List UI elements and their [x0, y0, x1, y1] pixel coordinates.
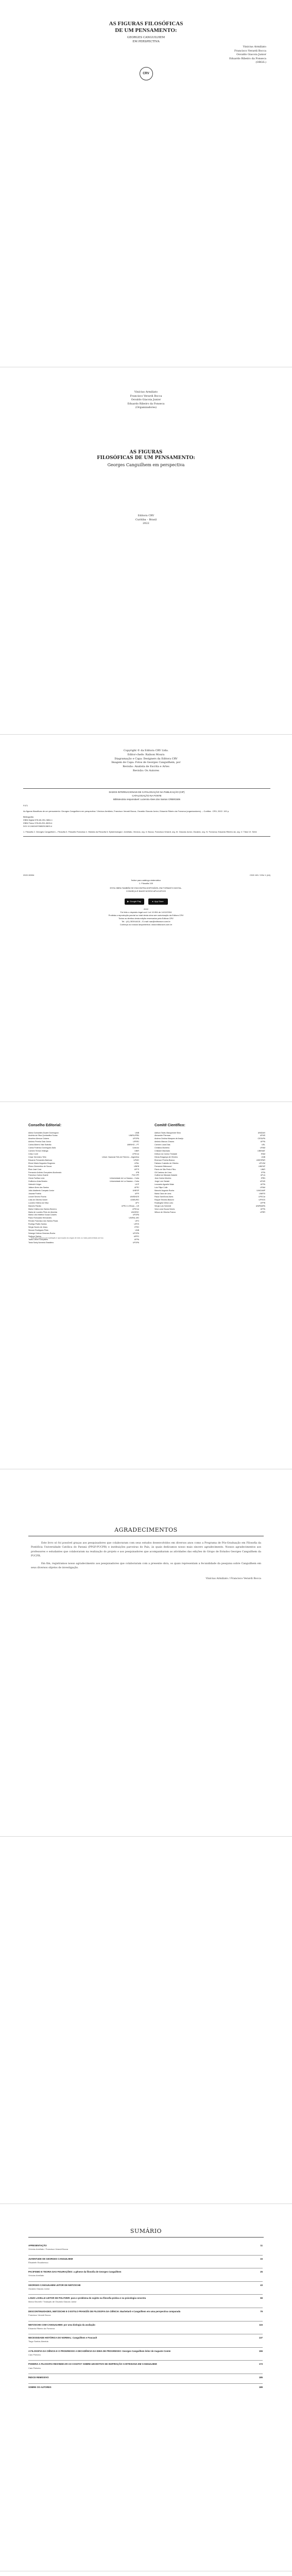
member-institution: UNB	[261, 1156, 265, 1158]
member-name: Carlos Alberto Vilar Estêvão	[28, 1144, 51, 1146]
toc-title: PACIFISMO E TEORIA DAS FIGURAÇÕES: a gênese da filosofia de Georges Canguilhem	[28, 2270, 122, 2274]
member-name: Antônio Marcos Chaves	[154, 1141, 175, 1143]
member-name: Christina Monteiro	[154, 1147, 170, 1149]
toc-author: Tiago Santos Almeida	[28, 2340, 48, 2343]
member-name: Maria de Lourdes Pinto de Almeida	[28, 1211, 57, 1213]
member-name: Gil Cardoso de Lima	[154, 1171, 171, 1174]
member-name: Carmen Lúcia Dias	[154, 1144, 170, 1146]
member-institution: UFAM	[260, 1147, 265, 1149]
member-name: Élsio José Corá	[28, 1168, 42, 1171]
member-institution: UFPI	[134, 1192, 139, 1195]
member-institution: UFAL	[134, 1162, 139, 1164]
member-institution: UNIR	[134, 1150, 139, 1153]
catalog-codes: 2022-30934 CDD 100 / CDU 1 (44)	[23, 874, 270, 876]
member-name: Leonel Severo Rocha	[28, 1195, 46, 1198]
member-institution: UFSCar	[132, 1208, 139, 1210]
toc-page-number: 11	[260, 2244, 263, 2247]
toc-item[interactable]	[28, 2281, 263, 2291]
member-institution: UFPA	[260, 1183, 265, 1186]
member-name: Elione Maria Nogueira Diogenes	[28, 1162, 55, 1164]
member-institution: UFLA	[260, 1174, 265, 1177]
member-name: Deilson do Carmo Trindade	[154, 1153, 177, 1155]
app-store-badges	[0, 899, 292, 905]
member-name: Sydione Santos	[28, 1235, 42, 1238]
copyright-credits: Copyright © da Editora CRV Ltda. Editor-chefe: Railson Moura Diagramação e Capa: Designers da Editora CRV Imagem de Capa: Fotos de Georges Canguilhem, por Revisão: Analista de Escrita e Artes Revisão: Os Autores	[111, 749, 181, 772]
member-name: Eduardo Fernandes Barbosa	[28, 1159, 53, 1161]
title-authors: Vinícius Armiliato Francisco Verardi Bocca Osvaldo Giacoia Junior Eduardo Ribeiro da Fonseca (Organizadores)	[127, 391, 165, 409]
member-institution: UFRJ	[134, 1187, 139, 1189]
catalog-index: Índice para catálogo sistemático 1. Filosofia 100	[131, 879, 161, 885]
toc-title: JUVENTUDE DE GEORGES CANGUILHEM	[28, 2257, 73, 2260]
member-name: Émerson Pereira Branco	[154, 1159, 175, 1161]
member-name: Leonardo Agostini Maia	[154, 1183, 174, 1186]
apresentacao-page	[0, 2571, 292, 2576]
member-institution: UNIR/UFRN	[129, 1134, 139, 1137]
member-institution: Universidade de La Havana – Cuba	[110, 1177, 139, 1180]
member-name: Marcelo Paixão	[28, 1205, 41, 1207]
member-name: Guilherme Miranda Galante	[154, 1174, 178, 1177]
member-name: Maria Cristina dos Santos Bezerra	[28, 1208, 57, 1210]
member-institution: UNOESC	[131, 1211, 139, 1213]
member-institution: UNEMAT	[257, 1150, 265, 1153]
member-institution: UFPA	[260, 1208, 265, 1210]
agradecimentos-body: Este livro só foi possível graças aos pesquisadores que colaboraram com seus estudos desenvolvidos em diversos anos como a Programa de Pós-Graduação em Filosofia da Pontifícia Universidade Católica do Paraná (PPGF-PUCPR) e instituições parceiras do País, às quais dedicamos nosso mais sincero agradecimento. Nossos agradecimentos aos professores e estudantes que colaboraram na realização do projeto e aos pesquisadores que acompanharam as atividades das edições do Grupo de Estudos Georges Canguilhem da PUCPR. Em fim, registramos nosso agradecimento aos pesquisadores que colaboraram com a presente obra, os quais representam a fecundidade da pesquisa sobre Canguilhem em seus diversos objetos de investigação. Vinícius Armiliato / Francisco Verardi Bocca	[31, 1542, 261, 1581]
member-institution: UNESP	[132, 1190, 139, 1192]
member-name: Fernando Bittencourt	[154, 1165, 172, 1167]
member-name: Alexandre Pierezan	[154, 1134, 171, 1137]
member-name: Sérgio Nunes de Jesus	[28, 1226, 48, 1229]
toc-title: NIETZSCHE COM CANGUILHEM: por uma biologia da avaliação	[28, 2323, 95, 2326]
member-institution: UFPA	[260, 1141, 265, 1143]
member-name: Jorge Luiz Zaluski	[154, 1180, 169, 1183]
toc-title: SOBRE OS AUTORES	[28, 2386, 51, 2389]
member-institution: UNESPAR	[256, 1159, 265, 1161]
member-institution: UFPB	[260, 1201, 265, 1204]
cover-page	[0, 0, 292, 367]
member-institution: UNICAMP	[256, 1190, 265, 1192]
member-institution: UFPA	[134, 1238, 139, 1241]
toc-item[interactable]	[28, 2255, 263, 2264]
member-institution: UFOPA	[132, 1138, 139, 1140]
toc-title: NECESSIDADE HISTÓRICA DO NORMAL: Canguilhem e Foucault	[28, 2336, 97, 2340]
conselho-editorial: Conselho Editorial: Aldira Guimarães Duarte Domínguez UNB Andréia da Silva Quintanilha Sousa UNIR/UFRN Anselmo Alencar Colares UFOPA Antônio Pereira Gaio Júnior UFRRJ Carlos Alberto Vilar Estêvão UMINHO – PT Carlos Federico Dominguez Avila Unieuro Carmen Tereza Velanga UNIR Celso Conti UFSCar Cesar Gerónimo Tello Univer. Nacional Três de Febrero – Argentina Eduardo Fernandes Barbosa UFMG Elione Maria Nogueira Diogenes UFAL Elizeu Clementino de Souza UNEB Élsio José Corá UFFS Fernando Antônio Gonçalves Alcoforado IPB Francisco Carlos Duarte PUC-PR Gloria Fariñas León Universidade de La Havana – Cuba Guillermo Arias Beatón Universidade de La Havana – Cuba Helmuth Krüger UCP Jailson Alves dos Santos UFRJ João Adalberto Campato Junior UNESP Josania Portela UFPI Leonel Severo Rocha UNISINOS Lídia de Oliveira Xavier UNIEURO Lourdes Helena da Silva UFV Marcelo Paixão UFRJ e UTexas – US Maria Cristina dos Santos Bezerra UFSCar Maria de Lourdes Pinto de Almeida UNOESC Maria Lília Imbiriba Sousa Colares UFOPA Paulo Romualdo Hernandes UNIFAL-MG Renato Francisco dos Santos Paula UFG Rodrigo Pratte-Santos UFES Sérgio Nunes de Jesus IFRO Simone Rodrigues Pinto UNB Solange Helena Ximenes-Rocha UFOPA Sydione Santos UEPG Tadeu Oliver Gonçalves UFPA Tania Suely Azevedo Brasileiro UFOPA	[28, 1124, 139, 1244]
member-name: Paula Sant'Anna Alves	[154, 1195, 174, 1198]
member-institution: UFG	[135, 1220, 139, 1223]
member-institution: UNIR	[261, 1168, 265, 1171]
member-name: Wilson de Oliveira Franco	[154, 1211, 176, 1213]
member-institution: UEPG	[133, 1235, 139, 1238]
member-name: Rodrigo Pratte-Santos	[28, 1223, 47, 1226]
board-member	[154, 1211, 265, 1214]
member-institution: UNB	[135, 1131, 139, 1134]
toc-item[interactable]	[28, 2347, 263, 2357]
toc-item[interactable]	[28, 2374, 263, 2379]
toc-title: A FILOSOFIA DA CIÊNCIA E O PROGRESSO A DECADÊNCIA DA IDEIA DE PROGRESSO: Georges Canguilhem leitor de Auguste Comte	[28, 2349, 171, 2352]
toc-author: Vinícius Armiliato	[28, 2274, 44, 2277]
member-name: Antônio Pereira Gaio Júnior	[28, 1141, 51, 1143]
member-institution: UNIPAMPA	[255, 1205, 265, 1207]
member-institution: UNISINOS	[130, 1195, 139, 1198]
member-name: Guillermo Arias Beatón	[28, 1180, 47, 1183]
editorial-board-page	[0, 1102, 292, 1469]
member-name: Maria Lília Imbiriba Sousa Colares	[28, 1214, 57, 1216]
toc-page-number: 79	[260, 2310, 263, 2313]
toc-item[interactable]	[28, 2321, 263, 2330]
section-title: SUMÁRIO	[130, 2228, 162, 2234]
toc-author: Caio Pinheiro	[28, 2366, 41, 2369]
title-subtitle: Georges Canguilhem em perspectiva	[107, 463, 185, 467]
member-name: Marcelo Augusto Rocha	[154, 1190, 175, 1192]
member-institution: UNB	[135, 1229, 139, 1232]
member-name: João Adalberto Campato Junior	[28, 1190, 55, 1192]
member-name: Sérgio Luis Schmidt	[154, 1205, 171, 1207]
member-name: Dimas Bragança de Oliveira	[154, 1156, 178, 1158]
member-institution: UNIFEI	[259, 1192, 265, 1195]
member-name: Flávio de São Pedro Filho	[154, 1168, 176, 1171]
member-institution: UNEB	[134, 1165, 139, 1167]
blank-page	[0, 1837, 292, 2204]
member-institution: Univer. Nacional Três de Febrero – Argentina	[102, 1156, 139, 1158]
toc-item[interactable]	[28, 2308, 263, 2317]
app-store-badge[interactable]: ● App Store	[148, 899, 168, 905]
member-institution: UFRGS	[259, 1198, 265, 1201]
member-name: Vera Lúcia Souza Neves	[154, 1208, 175, 1210]
toc-title: PODERIA A FILOSOFIA REIVINDICAR AO COGITO? SOBRE UM MOTIVO DE INSPIRAÇÃO CARTESIANA EM CANGUILHEM	[28, 2363, 157, 2366]
member-institution: UNIFAP	[259, 1165, 265, 1167]
toc-title: APRESENTAÇÃO	[28, 2244, 47, 2247]
section-title: AGRADECIMENTOS	[114, 1527, 178, 1533]
toc-author: Francisco Verardi Bocca	[28, 2314, 51, 2317]
member-name: Celso Conti	[28, 1153, 38, 1155]
toc-title: DESCONTINUIDADES, NIETZSCHE E O ESTILO FRANCÊS DE FILOSOFIA DA CIÊNCIA: Bachelard e Canguilhem em uma perspectiva comparada	[28, 2310, 181, 2313]
member-name: Simone Rodrigues Pinto	[28, 1229, 48, 1232]
toc-item[interactable]	[28, 2334, 263, 2343]
member-institution: UFMG	[133, 1159, 139, 1161]
member-name: Anselmo Alencar Colares	[28, 1138, 49, 1140]
toc-page-number: 115	[259, 2323, 263, 2326]
member-institution: Unieuro	[132, 1147, 139, 1149]
toc-page-number: 15	[260, 2257, 263, 2260]
member-institution: UFOPA	[132, 1214, 139, 1216]
comite-cientifico: Comitê Científico: Adilson Tadeu Basquerote Silva UNIDAVI Alexandre Pierezan UFMS Andrea Cristina Marques de Araújo CESUPA Antônio Marcos Chaves UFPA Carmen Lúcia Dias UEL Christina Monteiro UFAM Cristiane Machado UNEMAT Deilson do Carmo Trindade IFAM Dimas Bragança de Oliveira UNB Émerson Pereira Branco UNESPAR Fabiano Custódio de Oliveira UFVJM Fernando Bittencourt UNIFAP Flávio de São Pedro Filho UNIR Gil Cardoso de Lima IFPA Guilherme Miranda Galante UFLA Jean Carlos Moreira IFRN Jorge Luiz Zaluski UFMS Leonardo Agostini Maia UFPA Luiz Filipe Colle UFAM Marcelo Augusto Rocha UNICAMP Maria Clara de Lima UNIFEI Paula Sant'Anna Alves UFSCar Raquel Teixeira Bianchi UFRGS Rosângela Vieira Lobo UFPB Sérgio Luis Schmidt UNIPAMPA Vera Lúcia Souza Neves UFPA Wilson de Oliveira Franco UFRR	[154, 1124, 265, 1213]
toc-page-number: 173	[259, 2363, 263, 2366]
member-institution: IFRO	[134, 1226, 139, 1229]
toc-item[interactable]	[28, 2294, 263, 2303]
member-institution: UFV	[135, 1201, 139, 1204]
toc-page-number: 185	[259, 2376, 263, 2379]
ebook-notice: ESTA OBRA TAMBÉM SE ENCONTRA DISPONÍVEL EM FORMATO DIGITAL. CONHEÇA E BAIXE NOSSO APLICATIVO!	[110, 887, 182, 892]
crv-logo: CRV	[140, 67, 153, 80]
board-member	[28, 1242, 139, 1245]
member-institution: IFPA	[261, 1171, 265, 1174]
member-name: Tadeu Oliver Gonçalves	[28, 1238, 48, 1241]
member-name: Cristiane Machado	[154, 1150, 170, 1153]
member-institution: IPB	[136, 1171, 139, 1174]
toc-author: Élisabeth Roudinesco	[28, 2261, 48, 2264]
member-institution: UFMS	[260, 1180, 265, 1183]
member-institution: UFOPA	[132, 1232, 139, 1234]
member-name: Francisco Carlos Duarte	[28, 1174, 48, 1177]
member-name: Aldira Guimarães Duarte Domínguez	[28, 1131, 59, 1134]
legal-notice: 2022 Foi feito o depósito legal conf. Lei 10.994 de 14/12/2004 Proibida a reprodução parcial ou total desta obra sem autorização da Editora CRV Todos os direitos desta edição reservados pela Editora CRV Tel.: (41) 3039-6418 – E-mail: sac@editoracrv.com.br Conheça os nossos lançamentos: www.editoracrv.com.br	[108, 908, 184, 926]
member-institution: UFSCar	[259, 1195, 265, 1198]
member-institution: UFRR	[260, 1211, 265, 1213]
toc-page-number: 189	[259, 2386, 263, 2389]
member-name: Tania Suely Azevedo Brasileiro	[28, 1241, 54, 1244]
google-play-badge[interactable]: ▶ Google Play	[125, 899, 144, 905]
toc-page-number: 137	[259, 2336, 263, 2340]
member-institution: UFFS	[134, 1168, 139, 1171]
copyright-page	[0, 735, 292, 1102]
toc-page-number: 59	[260, 2297, 263, 2300]
agradecimentos-page	[0, 1469, 292, 1837]
member-name: Maria Clara de Lima	[154, 1192, 171, 1195]
toc-title: LOUIS LAVELLE LEITOR DE POLITZER: para o problema do sujeito na filosofia prática e na psicologia concreta	[28, 2297, 146, 2300]
toc-author: Marco Brunelli / Tradução de Osvaldo Giacoia Junior	[28, 2300, 77, 2303]
member-institution: UFSCar	[132, 1153, 139, 1155]
toc-author: Caio Pinheiro	[28, 2353, 41, 2356]
table-of-contents	[28, 2244, 263, 2393]
member-name: Lídia de Oliveira Xavier	[28, 1198, 48, 1201]
toc-page-number: 155	[259, 2349, 263, 2352]
member-institution: UFOPA	[132, 1241, 139, 1244]
member-name: Jean Carlos Moreira	[154, 1177, 171, 1180]
member-institution: UFMS	[260, 1134, 265, 1137]
member-institution: UFRJ e UTexas – US	[121, 1205, 139, 1207]
publisher-info: Editora CRV Curitiba – Brasil 2022	[135, 514, 157, 525]
toc-item[interactable]	[28, 2268, 263, 2277]
member-name: Andréia da Silva Quintanilha Sousa	[28, 1134, 58, 1137]
member-name: Lourdes Helena da Silva	[28, 1201, 49, 1204]
member-name: Carlos Federico Dominguez Avila	[28, 1147, 56, 1149]
member-institution: IFAM	[261, 1153, 265, 1155]
member-name: Jailson Alves dos Santos	[28, 1187, 49, 1189]
editorial-board	[28, 1123, 265, 1245]
sumario-page	[0, 2204, 292, 2571]
member-institution: UFES	[134, 1223, 139, 1226]
member-institution: IFRN	[261, 1177, 265, 1180]
member-name: Raquel Teixeira Bianchi	[154, 1198, 174, 1201]
member-name: Renato Francisco dos Santos Paula	[28, 1220, 58, 1223]
toc-title: GEORGES CANGUILHEM LEITOR DE NIETZSCHE	[28, 2283, 81, 2286]
apple-icon: ●	[152, 900, 153, 903]
member-name: Carmen Tereza Velanga	[28, 1150, 48, 1153]
divider	[28, 2237, 264, 2238]
member-institution: CESUPA	[257, 1138, 265, 1140]
member-institution: UEL	[262, 1144, 265, 1146]
member-institution: UFRRJ	[133, 1141, 139, 1143]
toc-item[interactable]	[28, 2383, 263, 2389]
member-name: Rosângela Vieira Lobo	[154, 1201, 174, 1204]
member-institution: UMINHO – PT	[127, 1144, 139, 1146]
toc-item[interactable]	[28, 2244, 263, 2251]
member-institution: PUC-PR	[132, 1174, 139, 1177]
toc-author: Vinícius Armiliato / Francisco Verardi Bocca	[28, 2248, 68, 2251]
toc-item[interactable]	[28, 2360, 263, 2369]
member-institution: UFVJM	[259, 1162, 265, 1164]
cip-record: DADOS INTERNACIONAIS DE CATALOGAÇÃO NA PUBLICAÇÃO (CIP) CATALOGAÇÃO NA FONTE Bibliotecária responsável: Luzenira Alves dos Santos CRB9/1506 F471 As figuras filosóficas de um pensamento: Georges Canguilhem em perspectiva / Vinícius Armiliato, Francisco Verardi Bocca, Osvaldo Giacoia Junior, Eduardo Ribeiro da Fonseca (organizadores). – Curitiba : CRV, 2022. 192 p. Bibliografia ISBN Digital 978-65-251-3804-1 ISBN Físico 978-65-251-3803-4 DOI 10.24824/978652513803.4 1. Filosofia 2. Georges Canguilhem – Filosofia 3. Filosofia Francesa 4. História da Filosofia 5. Epistemologia I. Armiliato, Vinícius, org. II. Bocca, Francisco Verardi, org. III. Giacoia Junior, Osvaldo, org. IV. Fonseca, Eduardo Ribeiro da, org. V. Título VI. Série	[23, 788, 270, 839]
member-name: Fabiano Custódio de Oliveira	[154, 1162, 179, 1164]
member-institution: UFAM	[260, 1187, 265, 1189]
member-institution: UNIEURO	[130, 1198, 139, 1201]
member-name: Andrea Cristina Marques de Araújo	[154, 1138, 183, 1140]
toc-page-number: 43	[260, 2283, 263, 2286]
play-icon: ▶	[127, 900, 129, 903]
member-institution: UNIDAVI	[257, 1131, 265, 1134]
toc-title: ÍNDICE REMISSIVO	[28, 2376, 49, 2379]
member-name: Elizeu Clementino de Souza	[28, 1165, 52, 1167]
cover-subtitle: GEORGES CANGUILHEM EM PERSPECTIVA	[127, 36, 165, 43]
member-name: Fernando Antônio Gonçalves Alcoforado	[28, 1171, 62, 1174]
peer-review-note: Este livro passou por avaliação e aprovação às cegas de dois ou mais pareceristas ad hoc.	[31, 1237, 104, 1239]
title-page	[0, 367, 292, 735]
member-name: Josania Portela	[28, 1192, 41, 1195]
toc-author: Eduardo Ribeiro da Fonseca	[28, 2327, 55, 2330]
member-name: Luiz Filipe Colle	[154, 1187, 168, 1189]
member-institution: UNIFAL-MG	[129, 1217, 139, 1219]
title-main: AS FIGURAS FILOSÓFICAS DE UM PENSAMENTO:	[97, 450, 195, 461]
toc-page-number: 25	[260, 2270, 263, 2274]
member-name: Paulo Romualdo Hernandes	[28, 1217, 52, 1219]
member-institution: Universidade de La Havana – Cuba	[110, 1180, 139, 1183]
member-name: Gloria Fariñas León	[28, 1177, 45, 1180]
member-institution: UCP	[135, 1183, 139, 1186]
member-name: Adilson Tadeu Basquerote Silva	[154, 1131, 181, 1134]
cover-authors: Vinícius Armiliato Francisco Verardi Bocca Osvaldo Giacoia Junior Eduardo Ribeiro da Fonseca (ORGS.)	[229, 45, 266, 64]
divider	[23, 836, 270, 837]
signature: Vinícius Armiliato / Francisco Verardi Bocca	[205, 1578, 261, 1581]
toc-author: Osvaldo Giacoia Junior	[28, 2287, 50, 2290]
cover-title: AS FIGURAS FILOSÓFICAS DE UM PENSAMENTO:	[109, 21, 183, 33]
member-name: Cesar Gerónimo Tello	[28, 1156, 46, 1158]
member-name: Solange Helena Ximenes-Rocha	[28, 1232, 56, 1234]
member-name: Helmuth Krüger	[28, 1183, 42, 1186]
